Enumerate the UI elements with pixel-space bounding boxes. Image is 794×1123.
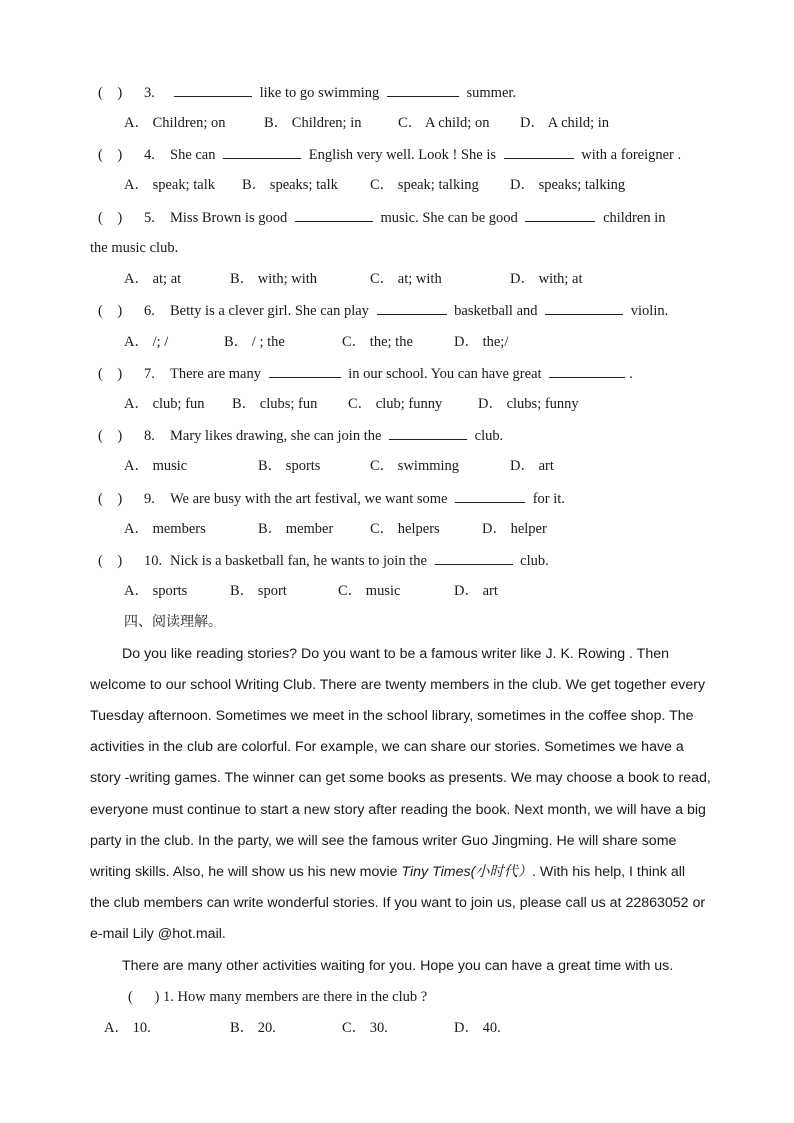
answer-blank[interactable] [295,207,373,222]
answer-blank[interactable] [387,82,459,97]
answer-blank[interactable] [389,425,467,440]
question-text: club. [471,428,504,444]
question-text: Miss Brown is good [170,210,291,226]
option-a[interactable]: A． at; at [124,271,182,287]
answer-blank[interactable] [269,363,341,378]
option-d[interactable]: D． with; at [510,271,583,287]
option-c[interactable]: C． speak; talking [370,177,479,193]
option-b[interactable]: B． Children; in [264,115,362,131]
question-7 [98,363,633,384]
option-d[interactable]: D． clubs; funny [478,396,579,412]
options-row [124,581,744,601]
passage-line: Do you like reading stories? Do you want to be a famous writer like J. K. Rowing . Then [122,646,670,662]
options-row [124,456,744,476]
question-number: 8. [144,428,155,444]
question-text: She can [170,147,220,163]
option-a[interactable]: A． members [124,521,206,537]
question-text: There are many [170,366,265,382]
answer-paren[interactable]: ( ) [98,553,123,569]
option-a[interactable]: A． /; / [124,334,169,350]
options-row [124,113,744,133]
passage-line: Tuesday afternoon. Sometimes we meet in the school library, sometimes in the coffee shop. The [90,708,694,724]
question-text: Nick is a basketball fan, he wants to join the [170,553,431,569]
question-text: basketball and [450,303,542,319]
option-d[interactable]: D． speaks; talking [510,177,626,193]
answer-blank[interactable] [545,300,623,315]
answer-blank[interactable] [549,363,625,378]
question-number: 7. [144,366,155,382]
option-d[interactable]: D． the;/ [454,334,509,350]
option-d[interactable]: D． helper [482,521,547,537]
option-b[interactable]: B． 20. [230,1020,276,1036]
passage-line [90,862,685,882]
option-c[interactable]: C． music [338,583,401,599]
question-text: children in [599,210,666,226]
option-c[interactable]: C． at; with [370,271,442,287]
answer-paren[interactable]: ( ) [98,491,123,507]
option-b[interactable]: B． / ; the [224,334,285,350]
question-text: Mary likes drawing, she can join the [170,428,386,444]
answer-paren[interactable]: ( ) [98,303,123,319]
question-text: . [629,366,633,382]
answer-blank[interactable] [377,300,447,315]
section-heading: 四、阅读理解。 [124,614,222,630]
option-b[interactable]: B． sport [230,583,287,599]
question-text: with a foreigner . [577,147,682,163]
option-b[interactable]: B． sports [258,458,321,474]
option-c[interactable]: C． swimming [370,458,460,474]
question-8 [98,425,503,446]
passage-line: everyone must continue to start a new story after reading the book. Next month, we will have a big [90,802,706,818]
passage-text: . With his help, I think all [532,864,686,880]
options-row [124,394,744,414]
passage-line: story -writing games. The winner can get some books as presents. We may choose a book to read, [90,770,711,786]
options-row [124,175,744,195]
option-b[interactable]: B． with; with [230,271,318,287]
option-d[interactable]: D． A child; in [520,115,610,131]
option-a[interactable]: A． 10. [104,1020,151,1036]
options-row [104,1018,624,1038]
answer-paren[interactable]: ( ) [98,85,123,101]
movie-title: Tiny Times(小时代） [401,864,533,880]
options-row [124,269,744,289]
passage-line: welcome to our school Writing Club. There are twenty members in the club. We get together every [90,677,706,693]
answer-paren[interactable]: ( ) [98,147,123,163]
reading-question-1: ( ) 1. How many members are there in the club ? [128,989,428,1005]
option-d[interactable]: D． 40. [454,1020,501,1036]
question-text: for it. [529,491,565,507]
passage-line: the club members can write wonderful stories. If you want to join us, please call us at 22863052 or [90,895,706,911]
question-4 [98,144,681,165]
question-text: like to go swimming [256,85,383,101]
answer-blank[interactable] [174,82,252,97]
answer-paren[interactable]: ( ) [98,210,123,226]
question-6 [98,300,668,321]
question-5 [98,207,665,228]
answer-paren[interactable]: ( ) [98,428,123,444]
option-a[interactable]: A． Children; on [124,115,226,131]
answer-blank[interactable] [435,550,513,565]
question-number: 3. [144,85,155,101]
question-text: summer. [462,85,517,101]
question-number: 10. [144,553,163,569]
option-c[interactable]: C． 30. [342,1020,388,1036]
question-number: 6. [144,303,155,319]
option-d[interactable]: D． art [510,458,554,474]
question-3 [98,82,516,103]
answer-blank[interactable] [504,144,574,159]
option-d[interactable]: D． art [454,583,498,599]
question-9 [98,488,565,509]
question-10 [98,550,549,571]
answer-blank[interactable] [525,207,595,222]
question-number: 9. [144,491,155,507]
passage-closing: There are many other activities waiting for you. Hope you can have a great time with us. [122,958,674,974]
options-row [124,519,744,539]
question-text: in our school. You can have great [344,366,546,382]
option-b[interactable]: B． clubs; fun [232,396,318,412]
question-text: music. She can be good [376,210,522,226]
answer-paren[interactable]: ( ) [98,366,123,382]
question-5-continued: the music club. [90,240,179,256]
answer-blank[interactable] [223,144,301,159]
question-text: Betty is a clever girl. She can play [170,303,373,319]
question-number: 4. [144,147,155,163]
question-text: violin. [627,303,669,319]
option-c[interactable]: C． A child; on [398,115,490,131]
option-b[interactable]: B． speaks; talk [242,177,338,193]
answer-blank[interactable] [455,488,525,503]
passage-text: writing skills. Also, he will show us his new movie [90,864,402,880]
option-a[interactable]: A． sports [124,583,188,599]
passage-line: party in the club. In the party, we will see the famous writer Guo Jingming. He will share some [90,833,677,849]
option-b[interactable]: B． member [258,521,334,537]
question-number: 5. [144,210,155,226]
option-a[interactable]: A． club; fun [124,396,205,412]
option-c[interactable]: C． club; funny [348,396,443,412]
option-a[interactable]: A． music [124,458,188,474]
option-c[interactable]: C． the; the [342,334,413,350]
passage-line: e-mail Lily @hot.mail. [90,926,226,942]
options-row [124,332,744,352]
question-text: English very well. Look ! She is [305,147,500,163]
question-text: We are busy with the art festival, we want some [170,491,452,507]
option-c[interactable]: C． helpers [370,521,440,537]
passage-line: activities in the club are colorful. For example, we can share our stories. Sometimes we have a [90,739,684,755]
option-a[interactable]: A． speak; talk [124,177,216,193]
question-text: club. [516,553,549,569]
